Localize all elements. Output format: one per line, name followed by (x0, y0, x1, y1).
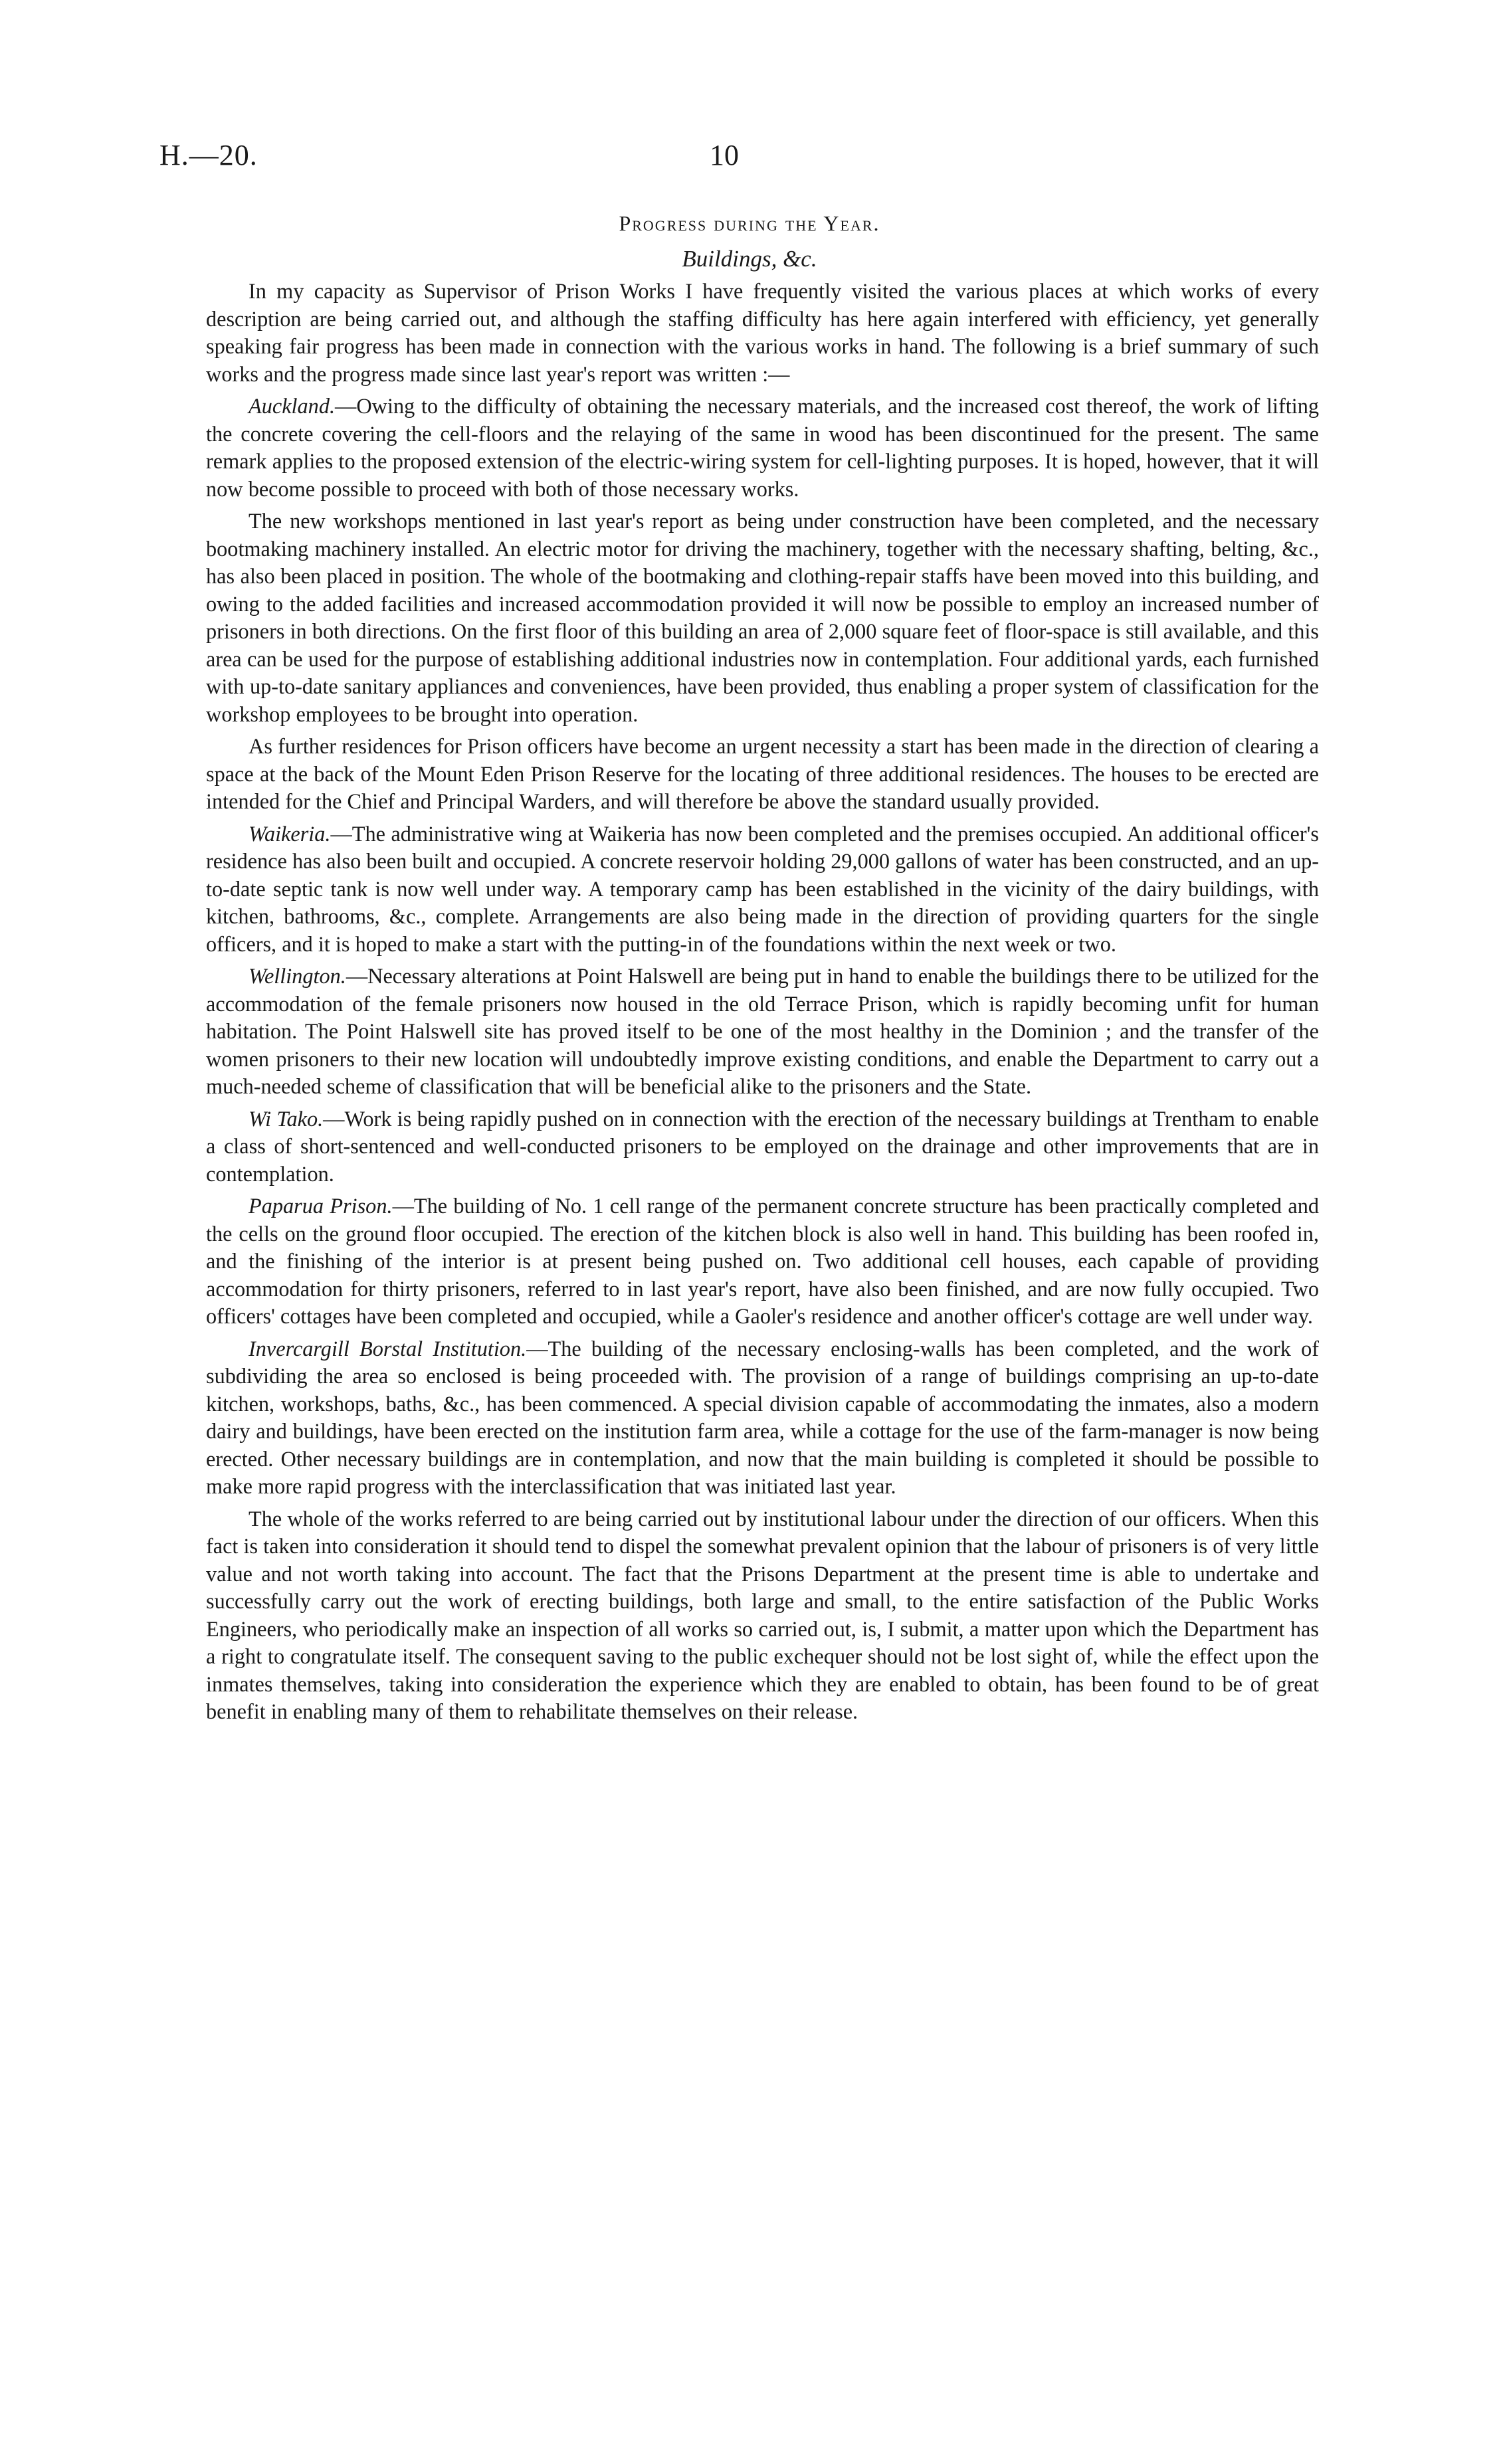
paragraph-conclusion: The whole of the works referred to are being carried out by institutional labour under the direction of our officers. When this fact is taken into consideration it should tend to dispel the somewhat prevalent opinion that the labour of prisoners is of very little value and not worth taking into account. The fact that the Prisons Department at the present time is able to undertake and successfully carry out the work of erecting buildings, both large and small, to the entire satisfaction of the Public Works Engineers, who periodically make an inspection of all works so carried out, is, I submit, a matter upon which the Department has a right to congratulate itself. The consequent saving to the public exchequer should not be lost sight of, while the effect upon the inmates themselves, taking into consideration the experience which they are enabled to obtain, has been found to be of great benefit in enabling many of them to rehabilitate themselves on their release. (206, 1506, 1319, 1723)
paragraph-intro: In my capacity as Supervisor of Prison Works I have frequently visited the various places at which works of every description are being carried out, and although the staffing difficulty has here again interfered with efficiency, yet generally speaking fair progress has been made in connection with the various works in hand. The following is a brief summary of such works and the progress made since last year's report was written :— (206, 279, 1319, 386)
paragraph-wi-tako: Wi Tako.—Work is being rapidly pushed on in connection with the erection of the necessary buildings at Trentham to enable a class of short-sentenced and well-conducted prisoners to be employed on the drainage and other improvements that are in contemplation. (206, 1106, 1319, 1186)
place-name: Waikeria. (249, 821, 331, 846)
place-name: Paparua Prison. (249, 1194, 393, 1218)
paragraph-paparua: Paparua Prison.—The building of No. 1 cell range of the permanent concrete structure has been practically completed and the cells on the ground floor occupied. The erection of the kitchen block is also well in hand. This building has been roofed in, and the finishing of the interior is at present being pushed on. Two additional cell houses, each capable of providing accommodation for thirty prisoners, referred to in last year's report, have also been finished, and are now fully occupied. Two officers' cottages have been completed and occupied, while a Gaoler's residence and another officer's cottage are well under way. (206, 1194, 1320, 1328)
paragraph-auckland-residences: As further residences for Prison officers have become an urgent necessity a start has been made in the direction of clearing a space at the back of the Mount Eden Prison Reserve for the locating of three additional residences. The houses to be erected are intended for the Chief and Principal Warders, and will therefore be above the standard usually provided. (206, 734, 1319, 813)
section-subtitle: Buildings, &c. (682, 246, 817, 272)
paragraph-waikeria: Waikeria.—The administrative wing at Waikeria has now been completed and the premises occupied. An additional officer's residence has also been built and occupied. A concrete reservoir holding 29,000 gallons of water has been constructed, and an up-to-date septic tank is now well under way. A temporary camp has been established in the vicinity of the dairy buildings, with kitchen, bathrooms, &c., complete. Arrangements are also being made in the direction of providing quarters for the single officers, and it is hoped to make a start with the putting-in of the foundations within the next week or two. (206, 821, 1319, 956)
paragraph-auckland: Auckland.—Owing to the difficulty of obtaining the necessary materials, and the increased cost thereof, the work of lifting the concrete covering the cell-floors and the relaying of the same in wood has been discontinued for the present. The same remark applies to the proposed extension of the electric-wiring system for cell-lighting purposes. It is hoped, however, that it will now become possible to proceed with both of those necessary works. (206, 394, 1319, 501)
page-number: 10 (710, 139, 739, 171)
report-reference: H.—20. (159, 139, 258, 171)
paragraph-wellington: Wellington.—Necessary alterations at Point Halswell are being put in hand to enable the buildings there to be utilized for the accommodation of the female prisoners now housed in the old Terrace Prison, which is rapidly becoming unfit for human habitation. The Point Halswell site has proved itself to be one of the most healthy in the Dominion ; and the transfer of the women prisoners to their new location will undoubtedly improve existing conditions, and enable the Department to carry out a much-needed scheme of classification that will be beneficial alike to the prisoners and the State. (206, 964, 1319, 1098)
place-name: Invercargill Borstal Institution. (249, 1336, 527, 1361)
section-title: Progress during the Year. (619, 211, 880, 235)
body-text (206, 278, 1319, 1731)
place-name: Wi Tako. (249, 1106, 324, 1131)
place-name: Wellington. (249, 964, 346, 988)
paragraph-invercargill: Invercargill Borstal Institution.—The building of the necessary enclosing-walls has been completed, and the work of subdividing the area so enclosed is being proceeded with. The provision of a range of buildings comprising an up-to-date kitchen, workshops, baths, &c., has been commenced. A special division capable of accommodating the inmates, also a modern dairy and buildings, have been erected on the institution farm area, while a cottage for the use of the farm-manager is now being erected. Other necessary buildings are in contemplation, and now that the main building is completed it should be possible to make more rapid progress with the interclassification that was initiated last year. (206, 1336, 1320, 1498)
paragraph-auckland-workshops: The new workshops mentioned in last year's report as being under construction have been completed, and the necessary bootmaking machinery installed. An electric motor for driving the machinery, together with the necessary shafting, belting, &c., has also been placed in position. The whole of the bootmaking and clothing-repair staffs have been moved into this building, and owing to the added facilities and increased accommodation provided it will now be possible to employ an increased number of prisoners in both directions. On the first floor of this building an area of 2,000 square feet of floor-space is still available, and this area can be used for the purpose of establishing additional industries now in contemplation. Four additional yards, each furnished with up-to-date sanitary appliances and conveniences, have been provided, thus enabling a proper system of classification for the workshop employees to be brought into operation. (206, 509, 1319, 726)
place-name: Auckland. (249, 394, 336, 418)
